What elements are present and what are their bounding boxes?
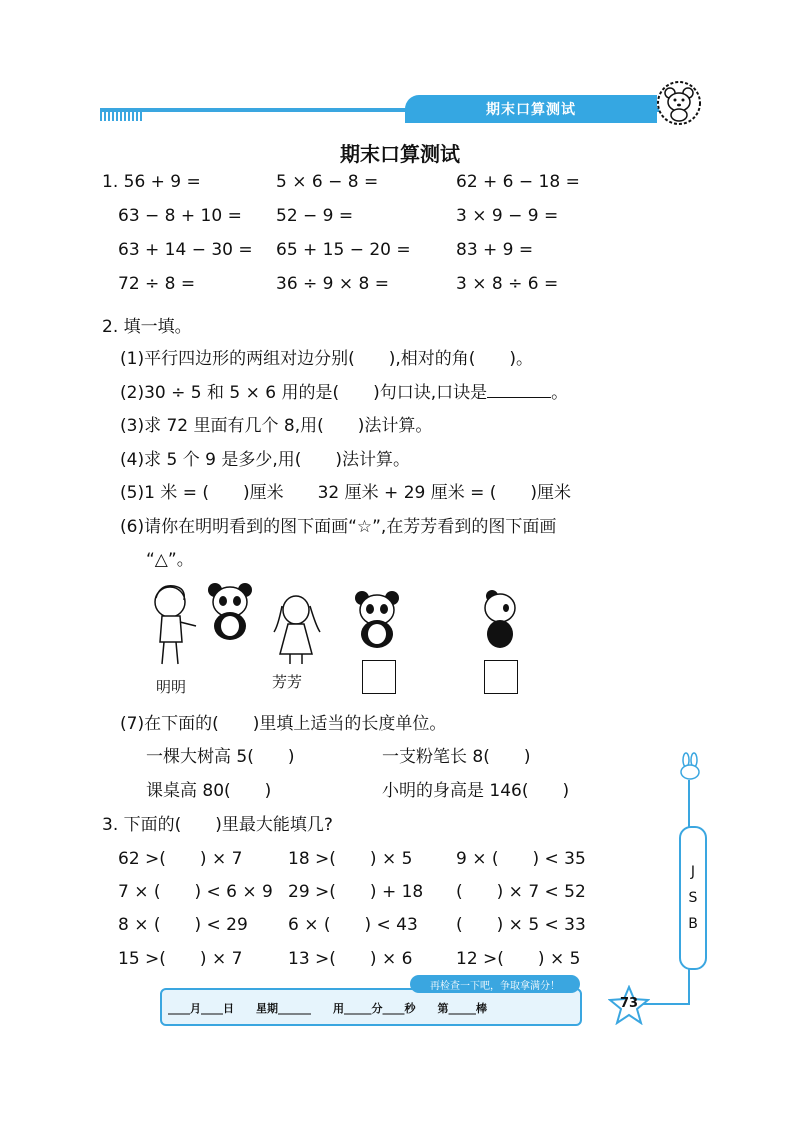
q3-inequality: 12 >( ) × 5 xyxy=(456,949,581,969)
q3-heading: 3. 下面的( )里最大能填几? xyxy=(102,815,333,835)
panda-front-1-illustration xyxy=(205,580,255,642)
side-tab xyxy=(679,826,707,970)
bunny-icon xyxy=(676,752,704,780)
q3-inequality: 6 × ( ) < 43 xyxy=(288,915,418,935)
q2-item-5: (5)1 米 = ( )厘米 32 厘米 + 29 厘米 = ( )厘米 xyxy=(120,483,572,503)
side-letter-b: B xyxy=(688,916,698,932)
q1-equation: 52 − 9 = xyxy=(276,206,354,226)
q3-inequality: 18 >( ) × 5 xyxy=(288,849,413,869)
q2-item-2-suffix: 。 xyxy=(551,383,569,403)
q3-inequality: 8 × ( ) < 29 xyxy=(118,915,248,935)
q3-inequality: 9 × ( ) < 35 xyxy=(456,849,586,869)
q1-equation: 5 × 6 − 8 = xyxy=(276,172,379,192)
q1-equation: 83 + 9 = xyxy=(456,240,534,260)
footer-record-line: ____月____日 星期______ 用_____分____秒 第_____棒 xyxy=(168,1002,487,1015)
q3-inequality: 13 >( ) × 6 xyxy=(288,949,413,969)
q1-equation: 1. 56 + 9 = xyxy=(102,172,201,192)
q2-item-3: (3)求 72 里面有几个 8,用( )法计算。 xyxy=(120,416,433,436)
label-fangfang: 芳芳 xyxy=(272,673,303,691)
boy-mingming-illustration xyxy=(146,580,208,670)
q1-equation: 72 ÷ 8 = xyxy=(118,274,196,294)
q3-inequality: ( ) × 7 < 52 xyxy=(456,882,586,902)
page-title: 期末口算测试 xyxy=(340,142,460,166)
header-banner: 期末口算测试 xyxy=(405,95,657,123)
q1-equation: 36 ÷ 9 × 8 = xyxy=(276,274,390,294)
answer-box-fangfang[interactable] xyxy=(362,660,396,694)
unit-chalk: 一支粉笔长 8( ) xyxy=(382,747,531,767)
q2-item-2 xyxy=(120,378,568,403)
q1-equation: 65 + 15 − 20 = xyxy=(276,240,411,260)
q3-inequality: 15 >( ) × 7 xyxy=(118,949,243,969)
panda-front-2-illustration xyxy=(352,588,402,650)
answer-box-mingming[interactable] xyxy=(484,660,518,694)
side-letter-s: S xyxy=(688,890,698,906)
q3-inequality: ( ) × 5 < 33 xyxy=(456,915,586,935)
q3-inequality: 29 >( ) + 18 xyxy=(288,882,424,902)
q2-item-6: (6)请你在明明看到的图下面画“☆”,在芳芳看到的图下面画 xyxy=(120,517,557,537)
footer-tip: 再检查一下吧，争取拿满分！ xyxy=(410,975,580,993)
q2-heading: 2. 填一填。 xyxy=(102,317,192,337)
unit-desk: 课桌高 80( ) xyxy=(146,781,272,801)
side-letter-j: J xyxy=(690,864,696,880)
unit-tree: 一棵大树高 5( ) xyxy=(146,747,295,767)
header-dashes xyxy=(100,112,142,121)
answer-blank[interactable] xyxy=(487,383,551,398)
page-number: 73 xyxy=(619,996,639,1011)
q1-equation: 63 − 8 + 10 = xyxy=(118,206,242,226)
panda-side-illustration xyxy=(480,588,522,650)
q1-equation: 62 + 6 − 18 = xyxy=(456,172,580,192)
q1-equation: 3 × 8 ÷ 6 = xyxy=(456,274,559,294)
q2-item-2-text: (2)30 ÷ 5 和 5 × 6 用的是( )句口诀,口诀是 xyxy=(120,383,488,403)
q2-item-6-cont: “△”。 xyxy=(146,550,194,570)
q2-item-4: (4)求 5 个 9 是多少,用( )法计算。 xyxy=(120,450,410,470)
q3-inequality: 7 × ( ) < 6 × 9 xyxy=(118,882,273,902)
q2-item-1: (1)平行四边形的两组对边分别( ),相对的角( )。 xyxy=(120,349,534,369)
q1-equation: 63 + 14 − 30 = xyxy=(118,240,253,260)
girl-fangfang-illustration xyxy=(268,592,324,666)
unit-height: 小明的身高是 146( ) xyxy=(382,781,570,801)
q2-item-7: (7)在下面的( )里填上适当的长度单位。 xyxy=(120,714,447,734)
q3-inequality: 62 >( ) × 7 xyxy=(118,849,243,869)
q1-equation: 3 × 9 − 9 = xyxy=(456,206,559,226)
label-mingming: 明明 xyxy=(156,678,187,696)
bear-mascot-icon xyxy=(656,80,702,126)
